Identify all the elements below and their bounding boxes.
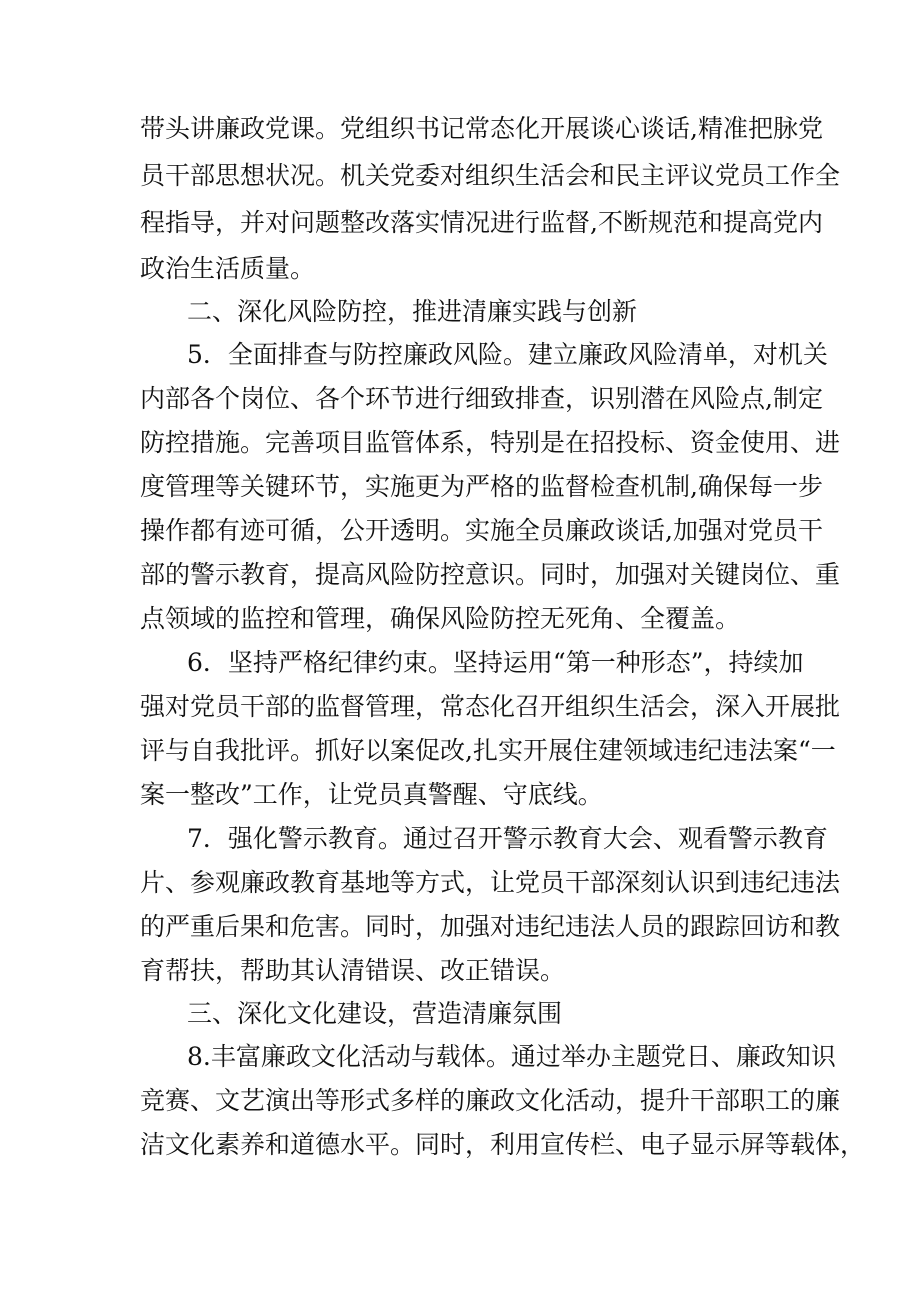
paragraph-line: 政治生活质量。 — [140, 254, 316, 283]
paragraph-line: 片、参观廉政教育基地等方式，让党员干部深刻认识到违纪违法 — [140, 868, 841, 897]
paragraph-line: 员干部思想状况。机关党委对组织生活会和民主评议党员工作全 — [140, 161, 841, 190]
paragraph-line: 育帮扶，帮助其认清错误、改正错误。 — [140, 956, 566, 985]
paragraph-line: 竞赛、文艺演出等形式多样的廉政文化活动，提升干部职工的廉 — [140, 1086, 841, 1115]
paragraph-line: 洁文化素养和道德水平。同时，利用宣传栏、电子显示屏等载体， — [140, 1130, 866, 1159]
paragraph-line: 案一整改”工作，让党员真警醒、守底线。 — [140, 780, 603, 809]
paragraph-line: 防控措施。完善项目监管体系，特别是在招投标、资金使用、进 — [140, 428, 841, 457]
paragraph-line: 6．坚持严格纪律约束。坚持运用“第一种形态”，持续加 — [187, 648, 804, 677]
paragraph-line: 的严重后果和危害。同时，加强对违纪违法人员的跟踪回访和教 — [140, 912, 841, 941]
paragraph-line: 点领域的监控和管理，确保风险防控无死角、全覆盖。 — [140, 604, 741, 633]
section-heading-2: 二、深化风险防控，推进清廉实践与创新 — [187, 297, 638, 326]
paragraph-line: 程指导，并对问题整改落实情况进行监督,不断规范和提高党内 — [140, 208, 823, 237]
paragraph-line: 5．全面排查与防控廉政风险。建立廉政风险清单，对机关 — [187, 340, 828, 369]
section-heading-3: 三、深化文化建设，营造清廉氛围 — [187, 999, 563, 1028]
paragraph-line: 部的警示教育，提高风险防控意识。同时，加强对关键岗位、重 — [140, 560, 841, 589]
paragraph-line: 强对党员干部的监督管理，常态化召开组织生活会，深入开展批 — [140, 692, 841, 721]
paragraph-line: 带头讲廉政党课。党组织书记常态化开展谈心谈话,精准把脉党 — [140, 114, 823, 143]
paragraph-line: 评与自我批评。抓好以案促改,扎实开展住建领域违纪违法案“一 — [140, 736, 836, 765]
paragraph-line: 8.丰富廉政文化活动与载体。通过举办主题党日、廉政知识 — [187, 1042, 836, 1071]
paragraph-line: 内部各个岗位、各个环节进行细致排查，识别潜在风险点,制定 — [140, 384, 823, 413]
paragraph-line: 操作都有迹可循，公开透明。实施全员廉政谈话,加强对党员干 — [140, 516, 823, 545]
paragraph-line: 7．强化警示教育。通过召开警示教育大会、观看警示教育 — [187, 824, 828, 853]
paragraph-line: 度管理等关键环节，实施更为严格的监督检查机制,确保每一步 — [140, 472, 823, 501]
